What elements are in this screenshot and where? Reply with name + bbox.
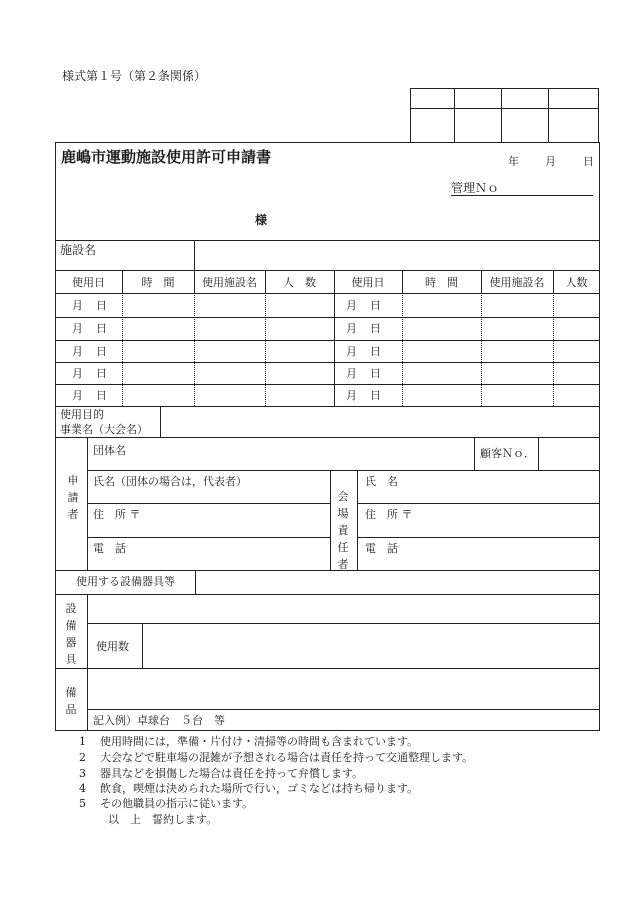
applicant-name-label: 氏名（団体の場合は，代表者） [93,475,247,488]
day-label: 日 [370,389,381,402]
addressee-field[interactable] [60,205,250,231]
applicant-address-field[interactable] [160,505,328,535]
usage-count-label: 使用数 [96,640,129,653]
day-label: 日 [96,299,107,312]
month-label: 月 [346,389,357,402]
applicant-side-label: 申請者 [67,474,79,521]
note-number: 2 [79,751,86,764]
date-day-label: 日 [583,155,594,168]
purpose-label: 使用目的 [60,408,104,421]
month-label: 月 [72,367,83,380]
applicant-name-field[interactable] [260,472,328,502]
day-label: 日 [370,367,381,380]
equipment-side-label: 設備器具 [65,602,77,666]
stamp-cell[interactable] [455,109,500,142]
equipment-heading-field[interactable] [197,572,598,593]
month-label: 月 [346,322,357,335]
note-number: 4 [79,782,86,795]
note-text: 器具などを損傷した場合は責任を持って弁償します。 [100,767,364,780]
event-name-label: 事業名（大会名） [60,423,148,436]
month-label: 月 [72,345,83,358]
manager-phone-field[interactable] [420,539,598,569]
applicant-address-label: 住 所 〒 [93,508,141,521]
stamp-cell[interactable] [411,109,453,142]
day-label: 日 [96,322,107,335]
customer-no-label: 顧客Ｎｏ． [480,447,535,460]
remarks-side-label: 備品 [65,686,77,716]
manager-name-label: 氏 名 [365,475,398,488]
closing-pledge: 以 上 誓約します。 [108,813,218,826]
equipment-field[interactable] [89,596,598,622]
manager-phone-label: 電 話 [365,542,398,555]
manager-name-field[interactable] [420,472,598,502]
facility-name-field[interactable] [196,242,598,269]
note-number: 5 [79,797,86,810]
day-label: 日 [96,345,107,358]
note-number: 1 [79,735,86,748]
header-headcount: 人数 [565,276,588,289]
usage-count-field[interactable] [144,625,598,666]
venue-manager-side-label: 会場責任者 [337,490,349,571]
manager-address-label: 住 所 〒 [365,508,413,521]
group-name-field[interactable] [160,440,470,467]
header-use-date: 使用日 [351,276,385,289]
header-headcount: 人 数 [283,276,316,289]
purpose-field[interactable] [162,408,598,436]
addressee-suffix: 様 [255,213,268,227]
customer-no-field[interactable] [540,439,598,469]
day-label: 日 [370,299,381,312]
month-label: 月 [72,389,83,402]
day-label: 日 [370,322,381,335]
stamp-cell[interactable] [549,109,598,142]
remarks-example: 記入例）卓球台 ５台 等 [93,714,225,727]
header-time: 時 間 [425,276,458,289]
note-number: 3 [79,767,86,780]
management-no-field[interactable] [451,195,593,196]
equipment-heading: 使用する設備器具等 [76,575,175,588]
day-label: 日 [96,367,107,380]
note-text: 飲食，喫煙は決められた場所で行い，ゴミなどは持ち帰ります。 [100,782,419,795]
remarks-field[interactable] [89,670,598,707]
facility-name-label: 施設名 [60,243,97,257]
stamp-cell[interactable] [502,109,547,142]
applicant-phone-label: 電 話 [93,542,126,555]
header-facility-used: 使用施設名 [489,276,545,289]
month-label: 月 [346,367,357,380]
day-label: 日 [96,389,107,402]
header-time: 時 間 [141,276,175,289]
month-label: 月 [346,299,357,312]
date-month-label: 月 [545,155,556,168]
month-label: 月 [346,345,357,358]
day-label: 日 [370,345,381,358]
note-text: その他職員の指示に従います。 [100,797,254,810]
page-title: 鹿嶋市運動施設使用許可申請書 [61,148,272,166]
applicant-phone-field[interactable] [150,539,328,569]
management-no-label: 管理Ｎｏ [451,181,500,195]
note-text: 大会などで駐車場の混雑が予想される場合は責任を持って交通整理します。 [100,751,474,764]
month-label: 月 [72,322,83,335]
month-label: 月 [72,299,83,312]
header-use-date: 使用日 [72,276,105,289]
form-number: 様式第１号（第２条関係） [62,69,207,83]
manager-address-field[interactable] [430,505,598,535]
date-year-label: 年 [508,155,519,168]
group-name-label: 団体名 [93,444,126,457]
note-text: 使用時間には，準備・片付け・清掃等の時間も含まれています。 [100,735,419,748]
header-facility-used: 使用施設名 [202,276,257,289]
